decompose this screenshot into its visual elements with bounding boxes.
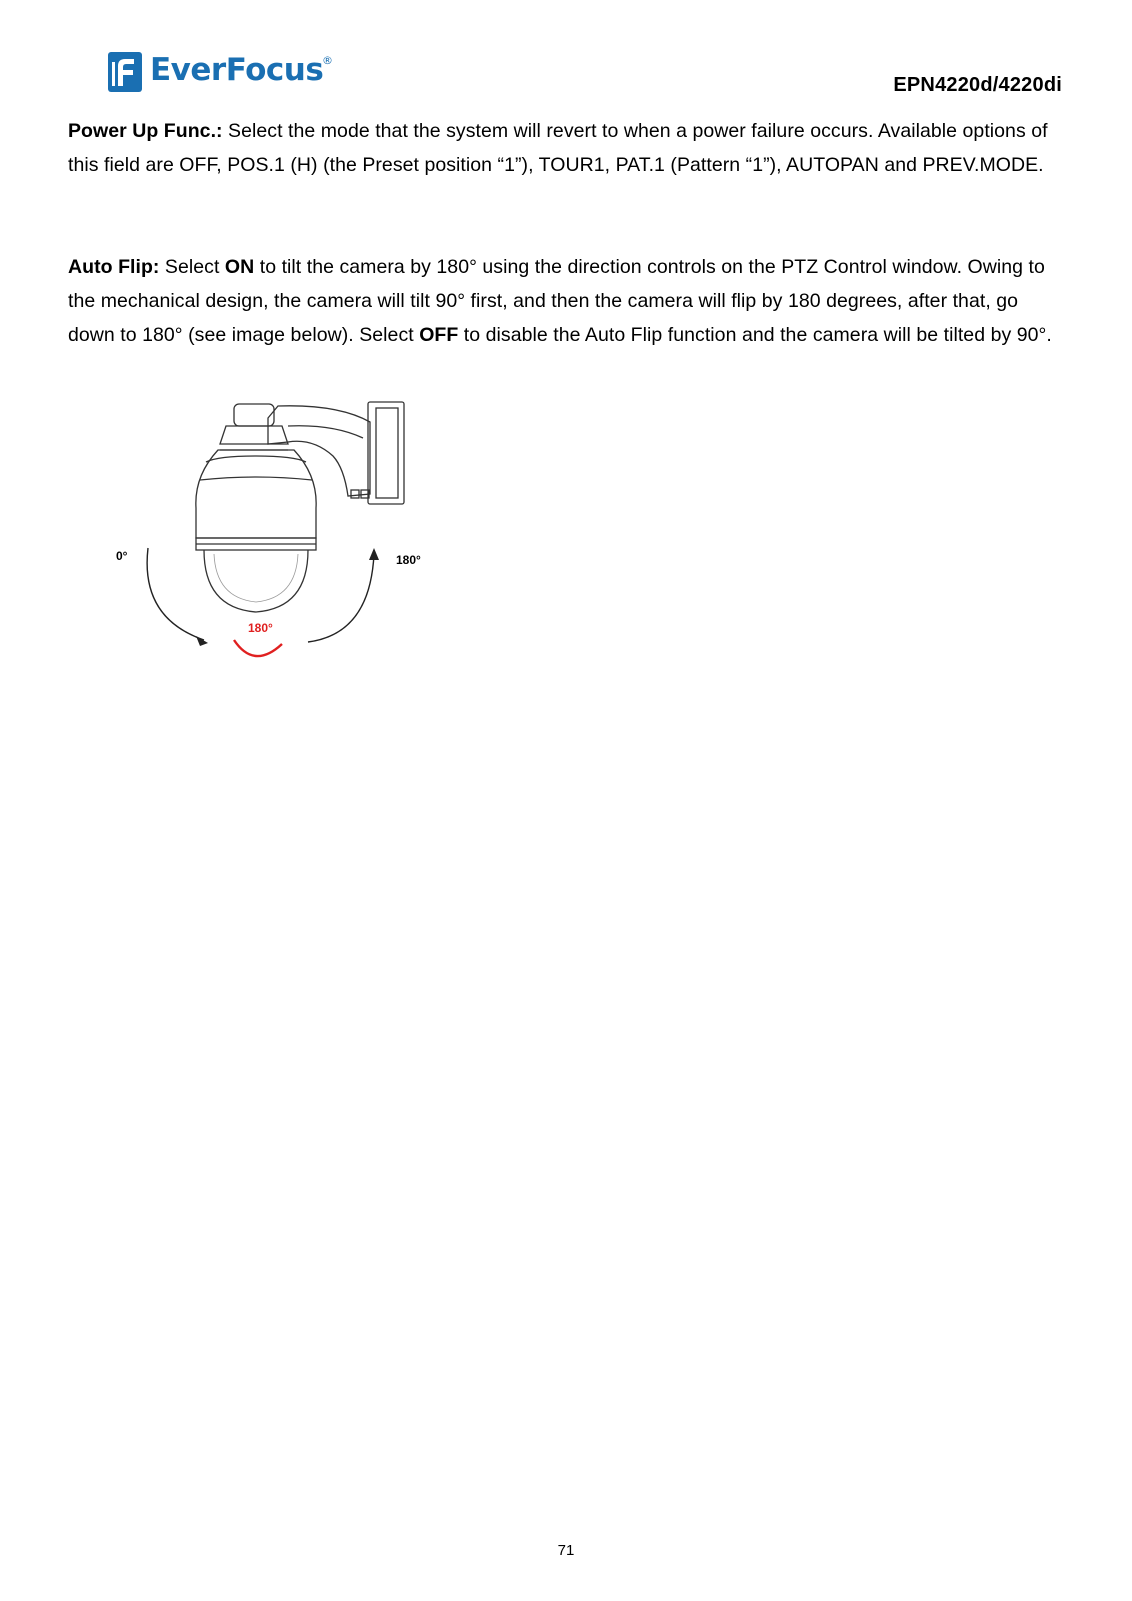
label-180-degrees-right: 180° [396,553,421,567]
power-up-func-paragraph [68,114,1068,182]
power-up-func-text: Select the mode that the system will revert to when a power failure occurs. Available options of this field are OFF, POS.1 (H) (the Preset position “1”), TOUR1, PAT.1 (Pattern “1”), AUTOPAN and PREV.MODE. [68,120,1048,176]
tilt-down-arrowhead [196,636,208,646]
on-option: ON [224,256,255,278]
power-up-func-term: Power Up Func.: [68,120,223,142]
auto-flip-text-1: Select [159,256,225,278]
auto-flip-term: Auto Flip: [68,256,160,278]
page-number: 71 [557,1542,575,1559]
everfocus-logo [106,50,336,98]
logo-mark-icon [106,50,146,94]
auto-flip-text-2: to tilt the camera by 180° using the direction controls on the PTZ Control window. Owing to the mechanical design, the camera will tilt 90° first, and then the camera will flip by 180 degrees, after that, go down to 180° (see image below). Select [68,256,1045,346]
label-0-degrees: 0° [116,549,128,563]
label-180-degrees-flip: 180° [248,621,273,635]
auto-flip-diagram [108,398,438,688]
ptz-dome-camera-icon [196,402,404,612]
off-option: OFF [419,324,459,346]
model-number: EPN4220d/4220di [893,74,1062,96]
tilt-down-arrow [147,548,204,640]
brand-name: EverFocus [150,52,324,88]
tilt-up-arrowhead [369,548,379,560]
auto-flip-paragraph [68,250,1068,352]
auto-flip-text-3: to disable the Auto Flip function and the camera will be tilted by 90°. [458,324,1052,346]
tilt-up-arrow [308,554,374,642]
registered-mark: ® [322,54,333,67]
flip-arc [234,640,282,656]
